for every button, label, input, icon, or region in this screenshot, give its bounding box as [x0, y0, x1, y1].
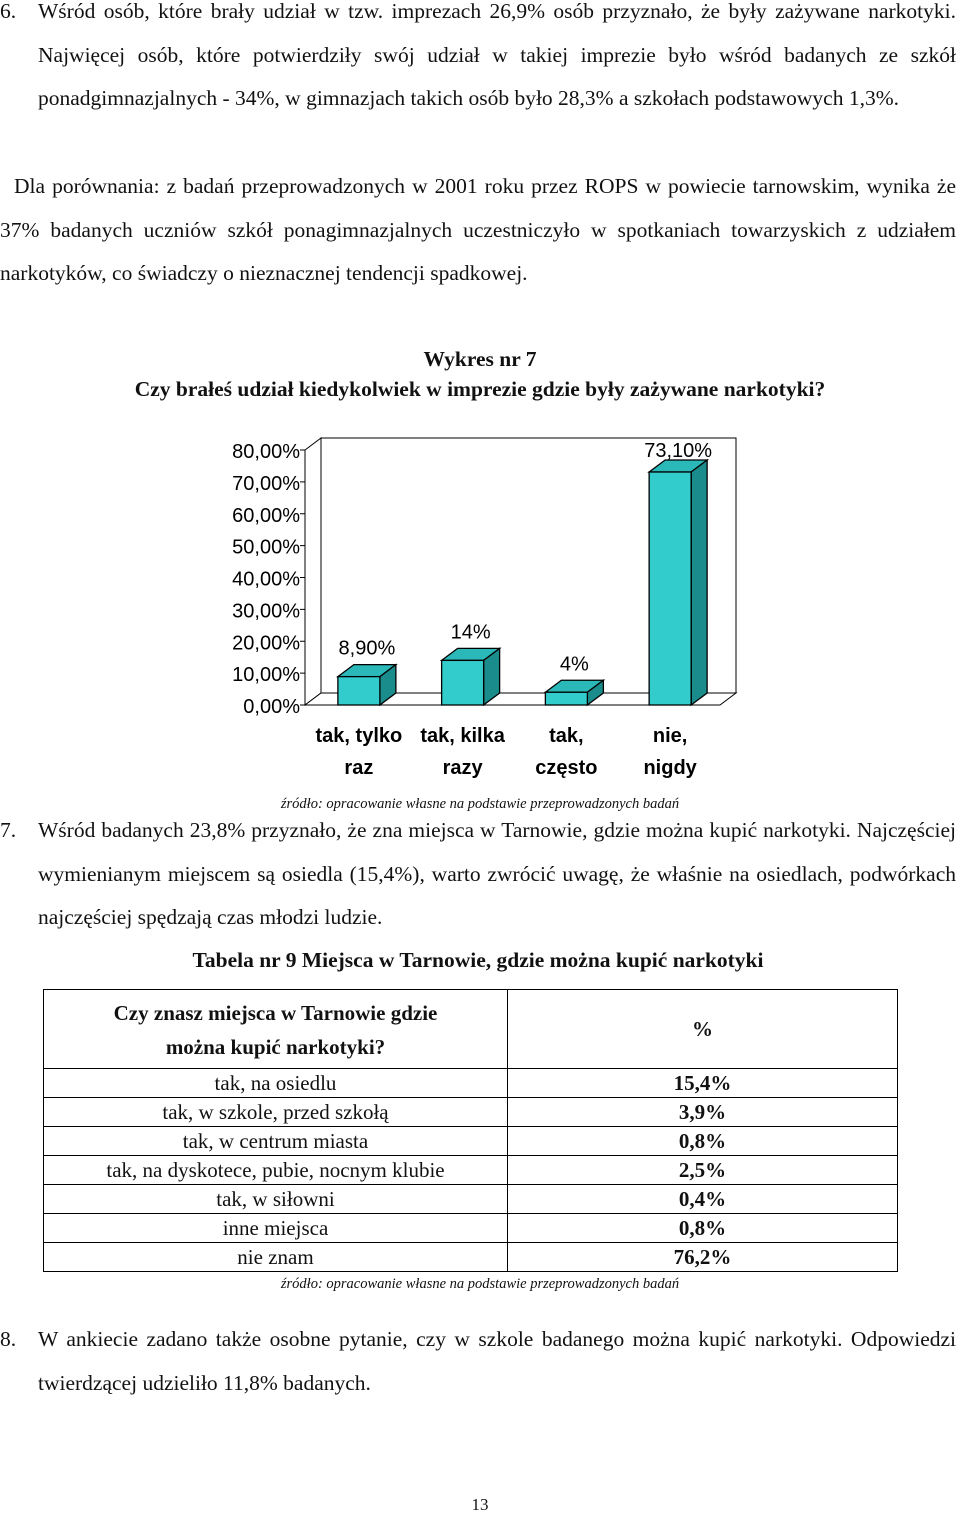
item-8-number: 8. — [0, 1327, 17, 1351]
chart-source-note: źródło: opracowanie własne na podstawie przeprowadzonych badań — [280, 796, 680, 812]
bar — [338, 677, 380, 705]
bar — [545, 692, 587, 705]
row-label: tak, w siłowni — [44, 1185, 508, 1214]
page-number: 13 — [471, 1495, 489, 1514]
row-label: tak, w szkole, przed szkołą — [44, 1098, 508, 1127]
table-caption: Tabela nr 9 Miejsca w Tarnowie, gdzie można kupić narkotyki — [192, 948, 764, 972]
data-label: 8,90% — [338, 637, 396, 660]
row-value: 2,5% — [508, 1156, 898, 1185]
chart-side-wall — [305, 438, 321, 705]
row-value: 0,8% — [508, 1214, 898, 1243]
chart-caption-title: Czy brałeś udział kiedykolwiek w imprezie gdzie były zażywane narkotyki? — [134, 377, 826, 401]
item-8-text: W ankiecie zadano także osobne pytanie, czy w szkole badanego można kupić narkotyki. Odpowiedzi twierdzącej udzieliło 11,8% badanych. — [38, 1327, 956, 1395]
header-question-line-1: Czy znasz miejsca w Tarnowie gdzie — [113, 1001, 438, 1025]
chart-caption-number: Wykres nr 7 — [423, 347, 537, 371]
table-row — [44, 1156, 898, 1185]
table-row — [44, 1098, 898, 1127]
y-tick-label: 70,00% — [232, 472, 300, 495]
row-label: tak, na dyskotece, pubie, nocnym klubie — [44, 1156, 508, 1185]
header-question-line-2: można kupić narkotyki? — [165, 1035, 386, 1059]
table-row — [44, 1214, 898, 1243]
row-label: nie znam — [44, 1243, 508, 1272]
category-label: raz — [344, 757, 374, 779]
bar-side — [691, 460, 707, 705]
table-header-row — [44, 990, 898, 1069]
y-tick-label: 10,00% — [232, 664, 300, 687]
row-label: tak, w centrum miasta — [44, 1127, 508, 1156]
category-label: nie, — [652, 725, 688, 747]
table-row — [44, 1185, 898, 1214]
y-tick-label: 0,00% — [243, 696, 300, 718]
places-table — [43, 989, 898, 1272]
row-label: inne miejsca — [44, 1214, 508, 1243]
category-label: nigdy — [643, 757, 697, 779]
row-label: tak, na osiedlu — [44, 1069, 508, 1098]
category-label: często — [535, 757, 598, 779]
item-7-number: 7. — [0, 818, 17, 842]
data-label: 4% — [559, 653, 589, 676]
table-source-note: źródło: opracowanie własne na podstawie przeprowadzonych badań — [280, 1276, 680, 1292]
row-value: 3,9% — [508, 1098, 898, 1127]
table-header-question — [44, 990, 508, 1069]
row-value: 76,2% — [508, 1243, 898, 1272]
y-tick-label: 50,00% — [232, 536, 300, 559]
y-tick-label: 40,00% — [232, 568, 300, 591]
item-7-text: Wśród badanych 23,8% przyznało, że zna miejsca w Tarnowie, gdzie można kupić narkotyki. Najczęściej wymienianym miejscem są osiedla (15,4%), warto zwrócić uwagę, że właśnie na osiedlach, podwórkach najczęściej spędzają czas młodzi ludzie. — [38, 818, 956, 929]
comparison-paragraph: Dla porównania: z badań przeprowadzonych w 2001 roku przez ROPS w powiecie tarnowskim, wynika że 37% badanych uczniów szkół ponagimnazjalnych uczestniczyło w spotkaniach towarzyskich z udziałem narkotyków, co świadczy o nieznacznej tendencji spadkowej. — [0, 174, 956, 285]
y-tick-label: 30,00% — [232, 600, 300, 623]
y-tick-label: 60,00% — [232, 504, 300, 527]
category-label: tak, — [549, 725, 584, 747]
bar — [649, 472, 691, 705]
category-label: tak, kilka — [420, 725, 505, 747]
bar — [442, 660, 484, 705]
category-label: tak, tylko — [315, 725, 403, 747]
table-row — [44, 1243, 898, 1272]
table-row — [44, 1127, 898, 1156]
y-tick-label: 20,00% — [232, 632, 300, 655]
row-value: 0,8% — [508, 1127, 898, 1156]
row-value: 15,4% — [508, 1069, 898, 1098]
item-6-number: 6. — [0, 0, 17, 23]
table-row — [44, 1069, 898, 1098]
row-value: 0,4% — [508, 1185, 898, 1214]
data-label: 73,10% — [644, 439, 713, 462]
y-tick-label: 80,00% — [232, 441, 300, 463]
bar-chart — [0, 425, 960, 805]
item-6-text: Wśród osób, które brały udział w tzw. imprezach 26,9% osób przyznało, że były zażywane narkotyki. Najwięcej osób, które potwierdziły swój udział w takiej imprezie było wśród badanych ze szkół ponadgimnazjalnych - 34%, w gimnazjach takich osób było 28,3% a szkołach podstawowych 1,3%. — [38, 0, 956, 110]
data-label: 14% — [450, 621, 491, 644]
table-header-percent: % — [508, 990, 898, 1069]
category-label: razy — [442, 757, 483, 779]
